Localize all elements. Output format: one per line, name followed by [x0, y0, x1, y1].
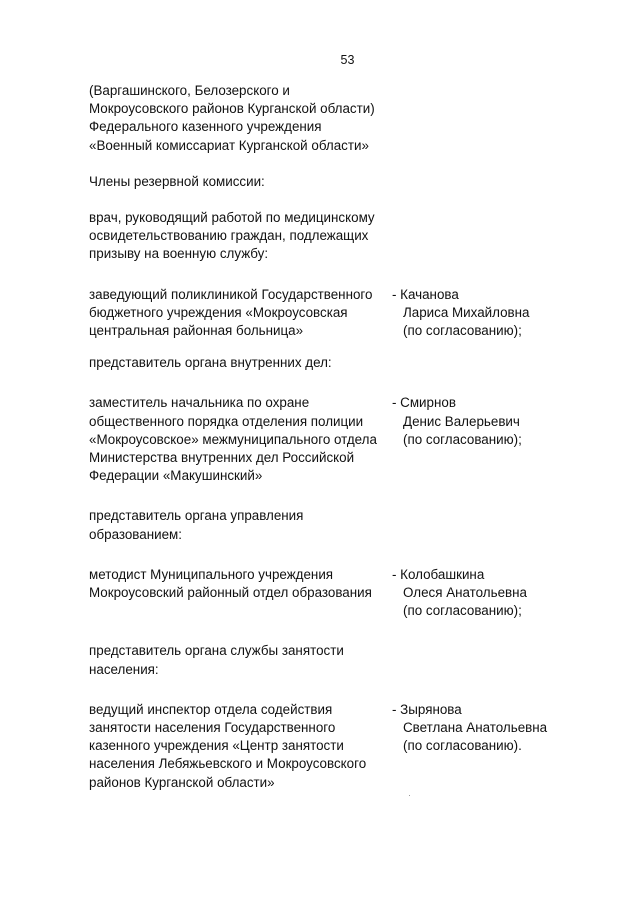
text-line: населения Лебяжьевского и Мокроусовского: [89, 756, 367, 772]
text-line: Федерального казенного учреждения: [89, 119, 322, 135]
member-position: [89, 701, 389, 792]
member-name: [392, 394, 572, 449]
text-line: Денис Валерьевич: [403, 413, 520, 429]
text-line: - Зырянова: [392, 701, 462, 717]
member-name: [392, 286, 572, 341]
text-line: занятости населения Государственного: [89, 720, 336, 736]
text-line: Мокроусовского районов Курганской области): [89, 101, 375, 117]
text-line: (по согласованию);: [403, 603, 522, 619]
text-line: центральная районная больница»: [89, 323, 304, 339]
text-line: районов Курганской области»: [89, 774, 275, 790]
page-number: 53: [340, 53, 355, 67]
member-entry-zyryanova: [89, 701, 569, 792]
text-line: «Мокроусовское» межмуниципального отдела: [89, 431, 377, 447]
text-line: заместитель начальника по охране: [89, 395, 310, 411]
text-line: «Военный комиссариат Курганской области»: [89, 137, 369, 153]
text-line: - Смирнов: [392, 395, 456, 411]
text-line: - Колобашкина: [392, 566, 485, 582]
text-line: (по согласованию).: [403, 738, 522, 754]
text-line: представитель органа внутренних дел:: [89, 355, 332, 371]
text-line: Лариса Михайловна: [403, 304, 530, 320]
text-line: Члены резервной комиссии:: [89, 173, 265, 189]
text-line: (Варгашинского, Белозерского и: [89, 83, 290, 98]
text-line: образованием:: [89, 526, 182, 542]
text-line: освидетельствованию граждан, подлежащих: [89, 228, 369, 244]
text-line: казенного учреждения «Центр занятости: [89, 738, 344, 754]
text-line: представитель органа службы занятости: [89, 643, 344, 659]
text-line: бюджетного учреждения «Мокроусовская: [89, 304, 348, 320]
text-line: Светлана Анатольевна: [403, 720, 548, 736]
text-line: Олеся Анатольевна: [403, 585, 528, 601]
text-line: (по согласованию);: [403, 431, 522, 447]
text-line: врач, руководящий работой по медицинскому: [89, 210, 375, 226]
text-line: заведующий поликлиникой Государственного: [89, 286, 373, 302]
employment-heading: [89, 642, 569, 678]
text-line: [89, 602, 389, 620]
member-position: [89, 394, 389, 485]
text-line: (по согласованию);: [403, 323, 522, 339]
education-heading: [89, 507, 569, 543]
member-entry-kolobashkina: [89, 566, 569, 621]
member-entry-kachanova: [89, 286, 569, 341]
text-line: Министерства внутренних дел Российской: [89, 450, 355, 466]
member-name: [392, 566, 572, 621]
text-line: общественного порядка отделения полиции: [89, 413, 364, 429]
text-line: методист Муниципального учреждения: [89, 566, 334, 582]
scan-speck: [409, 795, 410, 796]
doctor-role-paragraph: [89, 209, 569, 264]
text-line: представитель органа управления: [89, 508, 304, 524]
text-line: населения:: [89, 661, 159, 677]
members-heading: [89, 173, 569, 191]
document-body: [89, 82, 569, 792]
member-position: [89, 286, 389, 341]
text-line: - Качанова: [392, 286, 459, 302]
member-position: [89, 566, 389, 621]
member-entry-smirnov: [89, 394, 569, 485]
intro-paragraph: [89, 82, 569, 155]
text-line: Федерации «Макушинский»: [89, 468, 263, 484]
member-name: [392, 701, 572, 756]
text-line: призыву на военную службу:: [89, 246, 269, 262]
police-heading: [89, 354, 569, 372]
text-line: Мокроусовский районный отдел образования: [89, 585, 372, 601]
text-line: ведущий инспектор отдела содействия: [89, 701, 333, 717]
